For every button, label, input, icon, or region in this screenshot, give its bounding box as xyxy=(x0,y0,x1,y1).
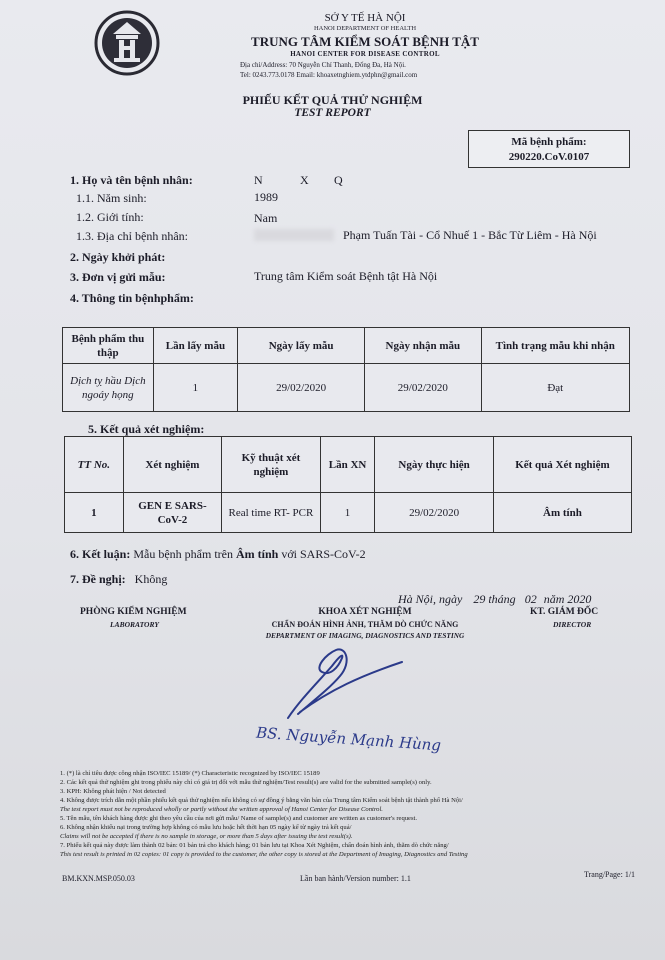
sample-info-label: 4. Thông tin bệnhphẩm: xyxy=(70,291,194,305)
department-name-en: HANOI DEPARTMENT OF HEALTH xyxy=(313,25,417,32)
footnote-4: 4. Không được trích dẫn một phần phiếu kết quả thử nghiệm nếu không có sự đồng ý bằng văn bản của Trung tâm Kiểm soát bệnh tật thành phố Hà Nội/ xyxy=(60,797,463,804)
result-header-no: TT No. xyxy=(65,437,124,493)
result-header-test: Xét nghiệm xyxy=(123,437,221,493)
recommend-value: Không xyxy=(134,572,168,586)
footnote-7: 7. Phiếu kết quả này được làm thành 02 bản: 01 bản trả cho khách hàng; 01 bản lưu tại Khoa Xét Nghiệm, chẩn đoán hình ảnh, thăm dò chức năng/ xyxy=(60,842,449,849)
specimen-code-label: Mã bệnh phẩm: xyxy=(511,136,587,148)
result-section-label: 5. Kết quả xét nghiệm: xyxy=(88,422,205,436)
version-number: Lần ban hành/Version number: 1.1 xyxy=(300,874,411,883)
sender-value: Trung tâm Kiểm soát Bệnh tật Hà Nội xyxy=(254,269,438,283)
date-year-label: năm xyxy=(543,592,565,606)
footnote-6-en: Claims will not be accepted if there is no sample in storage, or more than 5 days after issuing the test result(s). xyxy=(60,833,353,840)
signer-name: BS. Nguyễn Mạnh Hùng xyxy=(255,723,442,755)
conclusion-pre: Mẫu bệnh phẩm trên xyxy=(133,547,233,561)
form-code: BM.KXN.MSP.050.03 xyxy=(62,874,135,883)
date-month-label: tháng xyxy=(488,592,516,606)
result-header-date: Ngày thực hiện xyxy=(375,437,493,493)
patient-name-label: 1. Họ và tên bệnh nhân: xyxy=(70,173,193,187)
footnote-7-en: This test result is printed in 02 copies: 01 copy is provided to the customer, the other copy is stored at the Department of Imaging, Diagnostics and Testing xyxy=(60,851,468,858)
sample-header-condition: Tình trạng mẫu khi nhận xyxy=(481,328,629,364)
specimen-code-value: 290220.CoV.0107 xyxy=(508,151,590,163)
patient-initial-1: N xyxy=(254,173,263,187)
patient-initial-3: Q xyxy=(334,173,343,187)
sample-cell-receive-date: 29/02/2020 xyxy=(365,364,481,412)
date-place: Hà Nội, ngày xyxy=(398,592,463,606)
sender-label: 3. Đơn vị gửi mẫu: xyxy=(70,270,166,284)
conclusion-post: với SARS-CoV-2 xyxy=(281,547,366,561)
center-name: TRUNG TÂM KIỂM SOÁT BỆNH TẬT xyxy=(251,34,479,49)
sample-cell-collect-date: 29/02/2020 xyxy=(238,364,365,412)
sample-header-specimen: Bệnh phẩm thu thập xyxy=(63,328,154,364)
onset-date-label: 2. Ngày khởi phát: xyxy=(70,250,166,264)
conclusion-label: 6. Kết luận: xyxy=(70,547,131,561)
sample-header-receive-date: Ngày nhận mẫu xyxy=(365,328,481,364)
conclusion-result: Âm tính xyxy=(235,547,279,561)
lab-heading: PHÒNG KIỂM NGHIỆM xyxy=(80,607,187,617)
center-address: Địa chỉ/Address: 70 Nguyễn Chí Thanh, Đống Đa, Hà Nội. xyxy=(240,61,406,69)
patient-initial-2: X xyxy=(300,173,309,187)
result-cell-result: Âm tính xyxy=(493,493,631,533)
sample-header-times: Lần lấy mẫu xyxy=(153,328,237,364)
sample-header-collect-date: Ngày lấy mẫu xyxy=(238,328,365,364)
result-header-technique: Kỹ thuật xét nghiệm xyxy=(222,437,320,493)
footnote-4-en: The test report must not be reproduced wholly or partly without the written approval of Hanoi Center for Disease Control. xyxy=(60,806,383,813)
date-year: 2020 xyxy=(567,592,592,606)
birth-year-label: 1.1. Năm sinh: xyxy=(76,191,147,205)
sample-cell-specimen: Dịch tỵ hầu Dịch ngoáy họng xyxy=(63,364,154,412)
department-name: SỞ Y TẾ HÀ NỘI xyxy=(324,12,406,24)
center-name-en: HANOI CENTER FOR DISEASE CONTROL xyxy=(290,50,440,58)
date-month: 02 xyxy=(524,592,537,606)
result-cell-technique: Real time RT- PCR xyxy=(222,493,320,533)
date-day: 29 xyxy=(473,592,486,606)
address-label: 1.3. Địa chỉ bệnh nhân: xyxy=(76,229,188,243)
page-number: Trang/Page: 1/1 xyxy=(584,870,636,879)
footnote-6: 6. Không nhận khiếu nại trong trường hợp không có mẫu lưu hoặc hết thời hạn 05 ngày kể từ ngày trả kết quả/ xyxy=(60,824,352,831)
footnote-3: 3. KPH: Không phát hiện / Not detected xyxy=(60,788,166,795)
dept-heading-en: DEPARTMENT OF IMAGING, DIAGNOSTICS AND TESTING xyxy=(265,631,465,640)
gender-label: 1.2. Giới tính: xyxy=(76,210,144,224)
gender-value: Nam xyxy=(254,211,278,225)
director-heading-en: DIRECTOR xyxy=(553,620,592,629)
result-cell-test: GEN E SARS-CoV-2 xyxy=(123,493,221,533)
report-title: PHIẾU KẾT QUẢ THỬ NGHIỆM xyxy=(242,93,423,107)
director-heading: KT. GIÁM ĐỐC xyxy=(530,607,599,617)
sample-cell-condition: Đạt xyxy=(481,364,629,412)
birth-year-value: 1989 xyxy=(254,190,278,204)
result-cell-no: 1 xyxy=(65,493,124,533)
report-title-en: TEST REPORT xyxy=(294,107,371,119)
footnote-2: 2. Các kết quả thử nghiệm ghi trong phiếu này chỉ có giá trị đối với mẫu thử nghiệm/Test result(s) are valid for the submitted sample(s) only. xyxy=(60,779,432,786)
result-cell-date: 29/02/2020 xyxy=(375,493,493,533)
sample-cell-times: 1 xyxy=(153,364,237,412)
result-header-result: Kết quả Xét nghiệm xyxy=(493,437,631,493)
dept-heading: KHOA XÉT NGHIỆM xyxy=(318,607,412,617)
result-cell-times: 1 xyxy=(320,493,375,533)
address-value: Phạm Tuấn Tài - Cổ Nhuế 1 - Bắc Từ Liêm - Hà Nội xyxy=(343,228,597,242)
recommend-label: 7. Đề nghị: xyxy=(70,572,126,586)
dept-heading-2: CHẨN ĐOÁN HÌNH ẢNH, THĂM DÒ CHỨC NĂNG xyxy=(271,620,459,629)
result-header-times: Lần XN xyxy=(320,437,375,493)
footnote-5: 5. Tên mẫu, tên khách hàng được ghi theo yêu cầu của nơi gửi mẫu/ Name of sample(s) and customer are written as customer's request. xyxy=(60,815,418,822)
lab-heading-en: LABORATORY xyxy=(110,620,159,629)
center-contact: Tel: 0243.773.0178 Email: khoaxetnghiem.ytdphn@gmail.com xyxy=(240,71,418,79)
footnote-1: 1. (*) là chỉ tiêu được công nhận ISO/IEC 15189/ (*) Characteristic recognized by ISO/IEC 15189 xyxy=(60,770,320,777)
